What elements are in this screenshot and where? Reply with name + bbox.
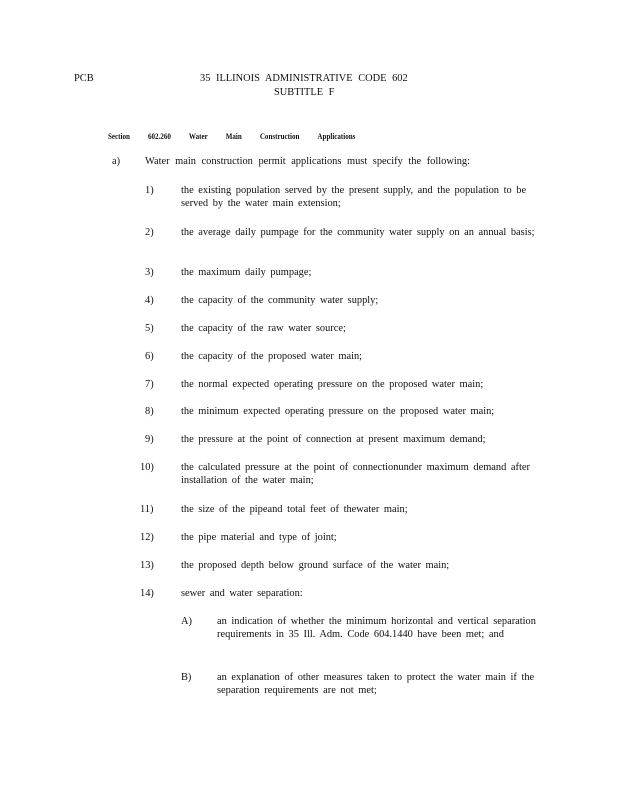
list-item-number: 5) [145, 323, 154, 334]
list-item-number: 9) [145, 434, 154, 445]
section-title-word: Construction [259, 131, 300, 141]
paragraph-text: Water main construction permit applications must specify the following: [145, 156, 470, 167]
list-item-text: the calculated pressure at the point of connectionunder maximum demand after installation of the water main; [181, 462, 530, 486]
list-item-number: 11) [140, 504, 154, 515]
list-item-number: 2) [145, 227, 154, 238]
paragraph-label: a) [112, 156, 121, 167]
sub-item-text: an indication of whether the minimum horizontal and vertical separation requirements in 35 Ill. Adm. Code 604.1440 have been met; and [217, 616, 536, 640]
section-number: 602.260 [147, 131, 171, 141]
sub-item-number: B) [181, 672, 192, 683]
list-item-text: the pipe material and type of joint; [181, 532, 337, 543]
list-item-number: 7) [145, 379, 154, 390]
list-item-text: the proposed depth below ground surface of the water main; [181, 560, 450, 571]
list-item-number: 4) [145, 295, 154, 306]
section-heading [108, 130, 373, 143]
list-item-number: 8) [145, 406, 154, 417]
section-title-word: Water [188, 131, 208, 141]
list-item-text: the minimum expected operating pressure on the proposed water main; [181, 406, 495, 417]
header-left-label: PCB [74, 73, 94, 84]
list-item-number: 14) [140, 588, 154, 599]
header-subtitle: SUBTITLE F [274, 87, 335, 98]
list-item-number: 10) [140, 462, 154, 473]
list-item-text: the pressure at the point of connection at present maximum demand; [181, 434, 486, 445]
list-item-number: 6) [145, 351, 154, 362]
list-item-text: the average daily pumpage for the community water supply on an annual basis; [181, 227, 535, 238]
section-label: Section [108, 131, 130, 141]
list-item-text: the size of the pipeand total feet of thewater main; [181, 504, 408, 515]
sub-item-text: an explanation of other measures taken to protect the water main if the separation requirements are not met; [217, 672, 535, 696]
list-item-text: the maximum daily pumpage; [181, 267, 312, 278]
list-item-text: the existing population served by the present supply, and the population to be served by the water main extension; [181, 185, 527, 209]
list-item-text: the normal expected operating pressure on the proposed water main; [181, 379, 484, 390]
list-item-number: 12) [140, 532, 154, 543]
list-item-number: 13) [140, 560, 154, 571]
list-item-text: the capacity of the proposed water main; [181, 351, 363, 362]
list-item-text: the capacity of the raw water source; [181, 323, 346, 334]
sub-item-number: A) [181, 616, 192, 627]
list-item-number: 3) [145, 267, 154, 278]
list-item-number: 1) [145, 185, 154, 196]
section-title-word: Applications [317, 131, 356, 141]
list-item-text: the capacity of the community water supply; [181, 295, 379, 306]
section-title-word: Main [225, 131, 242, 141]
list-item-text: sewer and water separation: [181, 588, 303, 599]
header-title: 35 ILLINOIS ADMINISTRATIVE CODE 602 [200, 73, 408, 84]
